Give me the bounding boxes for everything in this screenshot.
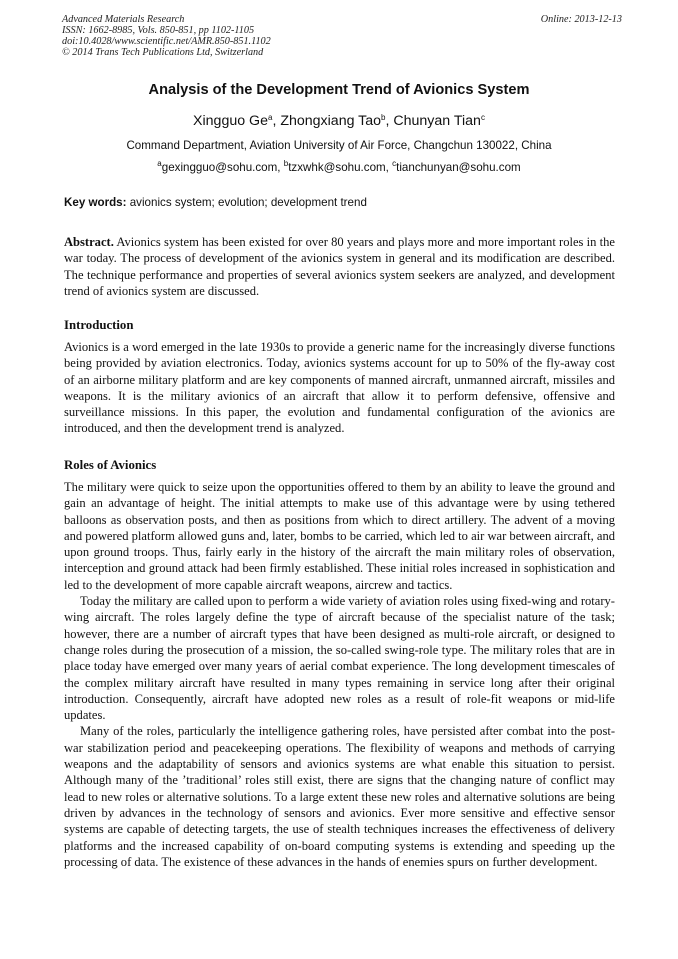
abstract (64, 234, 615, 299)
author-mark: b (381, 113, 386, 122)
paragraph: The military were quick to seize upon the opportunities offered to them by an ability to leave the ground and gain an advantage of height. The initial attempts to make use of this advantage were by using tethered balloons as observation posts, and then as positions from which to direct artillery. The advent of a moving and powered platform allowed guns and, later, bombs to be carried, which led to air war between aircraft, and upon ground troops. Thus, fairly early in the history of the aircraft the main military roles of observation, interception and ground attack had been firmly established. These initial roles increased in sophistication and led to the development of more capable aircraft weapons, aircrew and tactics. (64, 480, 615, 592)
keywords-label: Key words: (64, 196, 127, 209)
author-mark: c (480, 113, 485, 122)
separator: , (385, 161, 393, 174)
affiliation: Command Department, Aviation University of Air Force, Changchun 130022, China (126, 139, 552, 152)
keywords-text: avionics system; evolution; development trend (129, 196, 367, 209)
separator: , (385, 113, 394, 129)
abstract-label: Abstract. (64, 235, 114, 249)
section-heading-introduction: Introduction (64, 318, 134, 332)
email-mark: b (283, 159, 289, 168)
email-mark: a (157, 159, 162, 168)
author-name: Zhongxiang Tao (280, 113, 382, 129)
keywords (64, 196, 367, 209)
email-list (0, 161, 678, 174)
author-name: Xingguo Ge (193, 113, 268, 129)
online-date: Online: 2013-12-13 (540, 14, 622, 25)
section-heading-roles: Roles of Avionics (64, 458, 157, 472)
author-name: Chunyan Tian (393, 113, 481, 129)
journal-doi: doi:10.4028/www.scientific.net/AMR.850-851.1102 (62, 36, 271, 47)
paper-title: Analysis of the Development Trend of Avionics System (148, 82, 530, 98)
journal-issn: ISSN: 1662-8985, Vols. 850-851, pp 1102-1105 (62, 25, 255, 36)
journal-name: Advanced Materials Research (62, 14, 185, 25)
separator: , (272, 113, 281, 129)
author-mark: a (267, 113, 273, 122)
roles-section-body (64, 479, 615, 870)
email-link[interactable]: gexingguo@sohu.com (161, 161, 278, 174)
author-list (0, 113, 678, 129)
journal-copyright: © 2014 Trans Tech Publications Ltd, Switzerland (62, 47, 264, 58)
paragraph: Many of the roles, particularly the intelligence gathering roles, have persisted after combat into the post-war stabilization period and peacekeeping operations. The flexibility of weapons and methods of carrying weapons and the adaptability of sensors and avionics systems are what enable this situation to persist. Although many of the ’traditional’ roles still exist, there are signs that the changing nature of conflict may lead to new roles or alternative solutions. To a large extent these new roles and alternative solutions are being driven by advances in the technology of sensors and avionics. Ever more sensitive and effective sensor systems are capable of detecting targets, the use of stealth techniques increases the effectiveness of delivery platforms and the increased capability of on-board computing systems is extending and speeding up the processing of data. The existence of these advances in the hands of enemies spurs on further development. (64, 724, 615, 869)
introduction-paragraph: Avionics is a word emerged in the late 1930s to provide a generic name for the increasingly diverse functions being provided by aviation electronics. Today, avionics systems account for up to 50% of the fly-away cost of an airborne military platform and are key components of manned aircraft, unmanned aircraft, missiles and weapons. It is the military avionics of an aircraft that allow it to perform defensive, offensive and surveillance missions. In this paper, the evolution and fundamental configuration of the avionics are introduced, and then the development trend is analyzed. (64, 340, 615, 436)
email-link[interactable]: tianchunyan@sohu.com (396, 161, 521, 174)
abstract-text: Avionics system has been existed for over 80 years and plays more and more important roles in the war today. The process of development of the avionics system in general and its modification are described. The technique performance and properties of several avionics system seekers are analyzed, and development trend of avionics system are discussed. (64, 235, 615, 298)
separator: , (277, 161, 284, 174)
email-link[interactable]: tzxwhk@sohu.com (288, 161, 386, 174)
paragraph: Today the military are called upon to perform a wide variety of aviation roles using fixed-wing and rotary-wing aircraft. The roles largely define the type of aircraft because of the specialist nature of the task; however, there are a number of aircraft types that have been designed as multi-role aircraft, or designed to change roles during the prosecution of a mission, the so-called swing-role type. The military roles that are in place today have emerged over many years of aerial combat experience. The long development timescales of the complex military aircraft have resulted in many types remaining in service long after their original introduction. Consequently, aircraft have adopted new roles as a result of role-fit weapons or mid-life updates. (64, 594, 615, 723)
email-mark: c (392, 159, 397, 168)
journal-header (62, 14, 271, 58)
